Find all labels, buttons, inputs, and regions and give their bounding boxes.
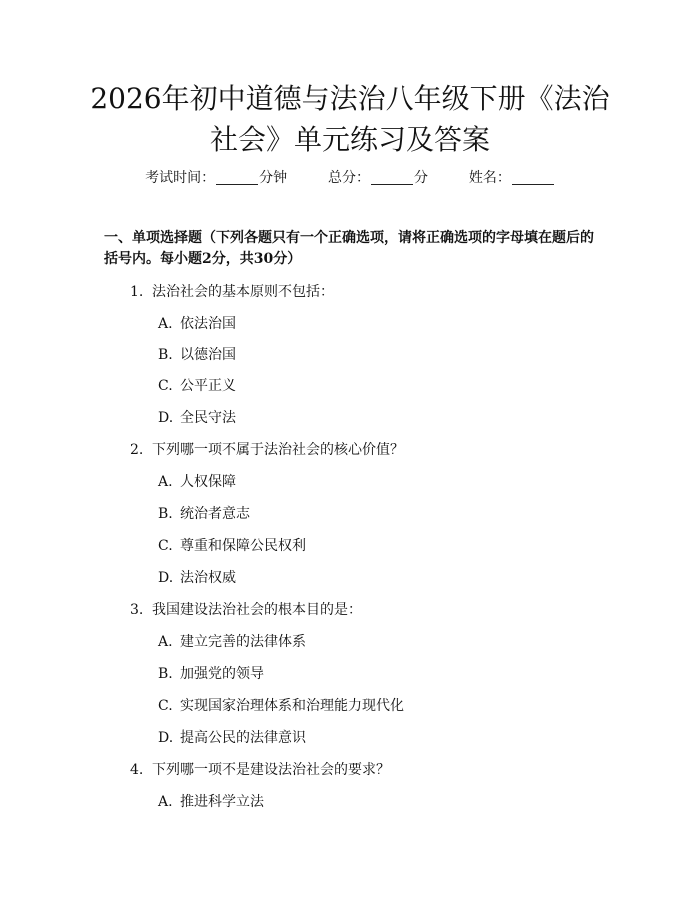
option-letter: A. (158, 316, 173, 332)
option-letter: A. (158, 474, 173, 490)
question-2 (130, 440, 404, 460)
total-score-label: 总分： (328, 170, 370, 186)
section-heading-single-choice: 一、单项选择题（下列各题只有一个正确选项，请将正确选项的字母填在题后的括号内。每小题2分，共30分） (104, 230, 594, 267)
question-3 (130, 600, 362, 620)
total-score-blank[interactable] (371, 170, 413, 185)
option-letter: A. (158, 634, 173, 650)
option-letter: D. (158, 570, 174, 586)
question-text: 下列哪一项不是建设法治社会的要求？ (152, 762, 390, 778)
option-text: 推进科学立法 (180, 794, 264, 810)
total-score-field (328, 168, 428, 188)
option-text: 建立完善的法律体系 (180, 634, 306, 650)
question-number: 4. (130, 762, 144, 778)
question-2-option-c[interactable] (158, 536, 306, 556)
name-field (469, 168, 555, 188)
question-1 (130, 282, 334, 302)
option-letter: D. (158, 410, 174, 426)
exam-time-label: 考试时间： (145, 170, 216, 186)
question-text: 下列哪一项不属于法治社会的核心价值？ (152, 442, 404, 458)
option-text: 人权保障 (180, 474, 236, 490)
question-3-option-a[interactable] (158, 632, 306, 652)
question-2-option-d[interactable] (158, 568, 236, 588)
option-text: 提高公民的法律意识 (180, 730, 306, 746)
question-number: 2. (130, 442, 144, 458)
option-letter: B. (158, 506, 173, 522)
question-text: 我国建设法治社会的根本目的是： (152, 602, 362, 618)
question-3-option-d[interactable] (158, 728, 306, 748)
option-text: 以德治国 (180, 347, 236, 363)
exam-time-unit: 分钟 (259, 170, 288, 186)
option-letter: C. (158, 698, 173, 714)
option-letter: B. (158, 666, 173, 682)
question-text: 法治社会的基本原则不包括： (152, 284, 334, 300)
question-1-option-b[interactable] (158, 345, 236, 365)
question-1-option-a[interactable] (158, 314, 236, 334)
question-1-option-c[interactable] (158, 376, 236, 396)
question-2-option-b[interactable] (158, 504, 250, 524)
exam-time-blank[interactable] (216, 170, 258, 185)
exam-info-line (0, 168, 700, 188)
question-2-option-a[interactable] (158, 472, 236, 492)
option-letter: B. (158, 347, 173, 363)
option-text: 公平正义 (180, 378, 236, 394)
question-4-option-a[interactable] (158, 792, 264, 812)
option-text: 尊重和保障公民权利 (180, 538, 306, 554)
option-letter: A. (158, 794, 173, 810)
question-3-option-c[interactable] (158, 696, 404, 716)
option-text: 依法治国 (180, 316, 236, 332)
option-text: 加强党的领导 (180, 666, 264, 682)
question-3-option-b[interactable] (158, 664, 264, 684)
total-score-unit: 分 (414, 170, 428, 186)
name-label: 姓名： (468, 170, 511, 186)
option-letter: C. (158, 378, 173, 394)
exam-time-field (145, 168, 287, 188)
document-title: 2026年初中道德与法治八年级下册《法治社会》单元练习及答案 (90, 82, 610, 156)
question-number: 3. (130, 602, 144, 618)
name-blank[interactable] (512, 170, 554, 185)
question-4 (130, 760, 390, 780)
question-1-option-d[interactable] (158, 408, 236, 428)
option-text: 法治权威 (180, 570, 236, 586)
option-letter: C. (158, 538, 173, 554)
option-text: 实现国家治理体系和治理能力现代化 (180, 698, 404, 714)
option-letter: D. (158, 730, 174, 746)
option-text: 全民守法 (180, 410, 236, 426)
question-number: 1. (130, 284, 144, 300)
option-text: 统治者意志 (180, 506, 250, 522)
